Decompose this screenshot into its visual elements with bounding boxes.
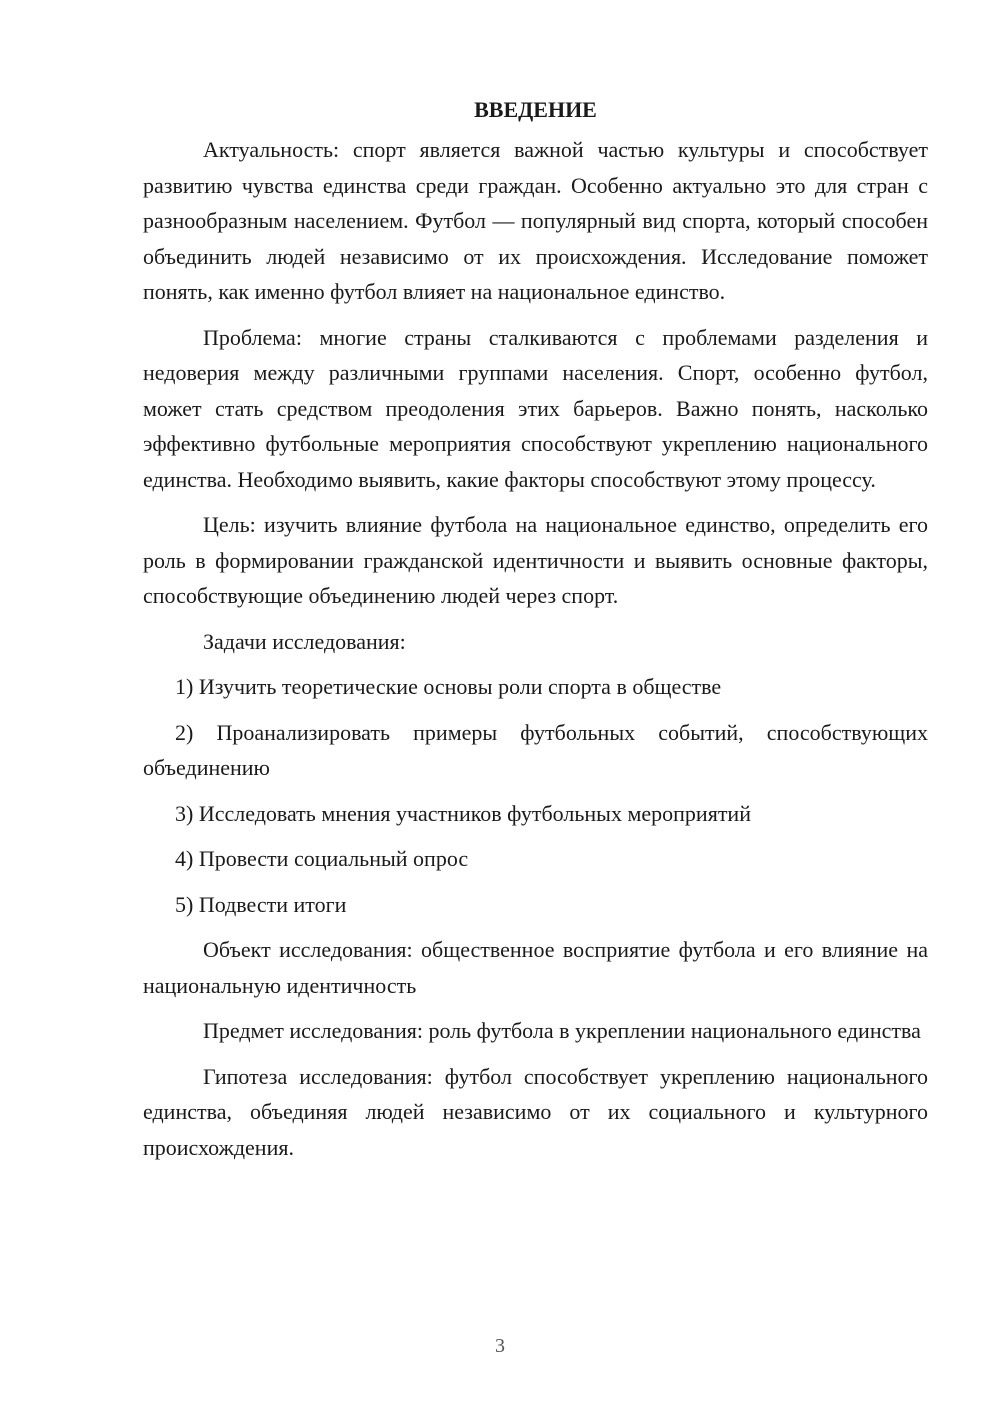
goal-paragraph: Цель: изучить влияние футбола на национальное единство, определить его роль в формировании гражданской идентичности и выявить основные факторы, способствующие объединению людей через спорт. xyxy=(143,512,928,608)
task-item-2: 2) Проанализировать примеры футбольных событий, способствующих объединению xyxy=(143,719,928,780)
problem-paragraph: Проблема: многие страны сталкиваются с проблемами разделения и недоверия между различными группами населения. Спорт, особенно футбол, может стать средством преодоления этих барьеров. Важно понять, насколько эффективно футбольные мероприятия способствуют укреплению национального единства. Необходимо выявить, какие факторы способствуют этому процессу. xyxy=(143,324,928,492)
relevance-paragraph: Актуальность: спорт является важной частью культуры и способствует развитию чувства единства среди граждан. Особенно актуально это для стран с разнообразным населением. Футбол — популярный вид спорта, который способен объединить людей независимо от их происхождения. Исследование поможет понять, как именно футбол влияет на национальное единство. xyxy=(143,137,928,304)
subject-paragraph: Предмет исследования: роль футбола в укреплении национального единства xyxy=(203,1018,921,1043)
task-item-3: 3) Исследовать мнения участников футбольных мероприятий xyxy=(175,800,751,826)
object-paragraph: Объект исследования: общественное восприятие футбола и его влияние на национальную идентичность xyxy=(143,937,928,998)
hypothesis-paragraph: Гипотеза исследования: футбол способствует укреплению национального единства, объединяя людей независимо от их социального и культурного происхождения. xyxy=(143,1063,928,1160)
section-title: ВВЕДЕНИЕ xyxy=(474,97,597,122)
document-page xyxy=(143,92,928,1175)
page-number: 3 xyxy=(495,1335,505,1357)
task-item-5: 5) Подвести итоги xyxy=(175,891,347,917)
tasks-heading: Задачи исследования: xyxy=(203,628,406,654)
task-item-4: 4) Провести социальный опрос xyxy=(175,846,469,871)
task-item-1: 1) Изучить теоретические основы роли спорта в обществе xyxy=(175,674,722,699)
